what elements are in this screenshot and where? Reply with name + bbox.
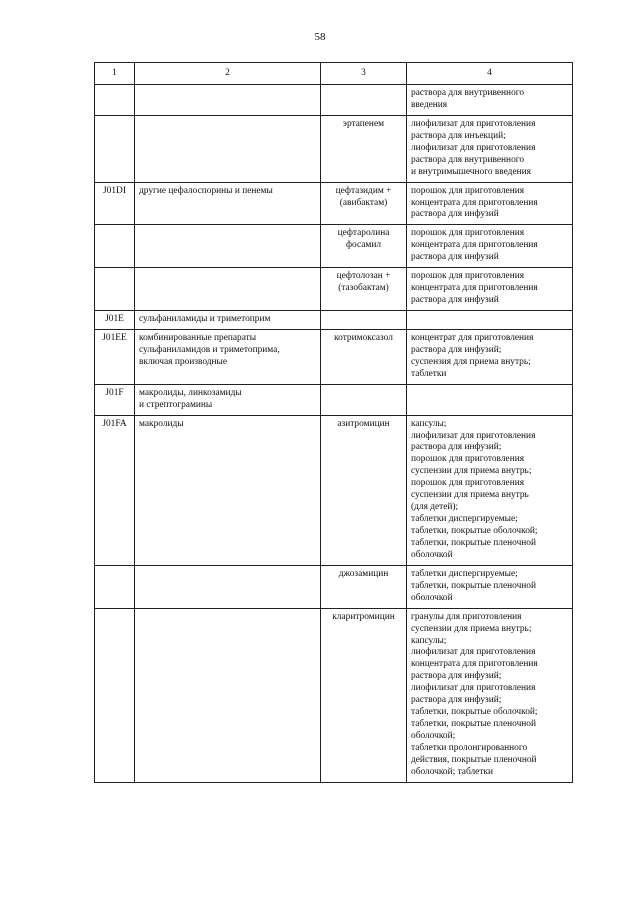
dosage-forms-line: лиофилизат для приготовления	[411, 683, 536, 694]
group-name-cell	[135, 608, 321, 782]
header-col-2: 2	[135, 63, 321, 85]
atc-code-cell: J01F	[95, 384, 135, 415]
group-name-cell	[135, 85, 321, 116]
dosage-forms-cell	[407, 384, 573, 415]
group-name-line: и стрептограмины	[139, 399, 213, 410]
drug-name-line: кларитромицин	[332, 611, 395, 622]
dosage-forms-line: раствора для инфузий	[411, 252, 499, 263]
drug-name-cell	[321, 384, 407, 415]
dosage-forms-line: оболочкой;	[411, 731, 456, 741]
drug-name-line: эртапенем	[342, 118, 385, 129]
dosage-forms-cell	[407, 182, 573, 225]
dosage-forms-line: концентрата для приготовления	[411, 240, 538, 251]
drug-name-line: цефтаролина	[337, 228, 390, 239]
group-name-cell	[135, 415, 321, 565]
drug-name-cell	[321, 608, 407, 782]
dosage-forms-line: порошок для приготовления	[411, 185, 525, 196]
dosage-forms-line: суспензия для приема внутрь;	[411, 356, 531, 367]
dosage-forms-line: таблетки, покрытые пленочной	[411, 537, 537, 548]
header-row	[95, 63, 573, 85]
dosage-forms-line: концентрата для приготовления	[411, 659, 538, 670]
dosage-forms-line: раствора для инфузий;	[411, 442, 502, 453]
dosage-forms-line: раствора для инъекций;	[411, 130, 506, 141]
dosage-forms-line: порошок для приготовления	[411, 454, 525, 465]
header-col-3: 3	[321, 63, 407, 85]
dosage-forms-line: таблетки	[411, 368, 447, 379]
group-name-line: другие цефалоспорины и пенемы	[139, 185, 273, 196]
atc-code-cell	[95, 115, 135, 182]
drug-name-line: фосамил	[345, 240, 382, 251]
table-row	[95, 115, 573, 182]
drug-name-line: цефтолозан +	[336, 271, 391, 282]
dosage-forms-cell	[407, 311, 573, 330]
drug-name-cell	[321, 311, 407, 330]
atc-code-cell: J01E	[95, 311, 135, 330]
drug-name-cell	[321, 329, 407, 384]
atc-code-cell	[95, 608, 135, 782]
group-name-line: макролиды	[139, 418, 184, 429]
table-row	[95, 311, 573, 330]
header-col-4: 4	[407, 63, 573, 85]
atc-code-cell	[95, 565, 135, 608]
drug-table	[94, 62, 573, 783]
table-row	[95, 565, 573, 608]
table-row	[95, 329, 573, 384]
dosage-forms-line: лиофилизат для приготовления	[411, 430, 536, 441]
drug-name-line: азитромицин	[337, 418, 390, 429]
dosage-forms-line: раствора для внутривенного	[411, 154, 525, 165]
drug-name-cell	[321, 182, 407, 225]
group-name-cell	[135, 384, 321, 415]
dosage-forms-line: порошок для приготовления	[411, 478, 525, 489]
table-row	[95, 415, 573, 565]
dosage-forms-line: порошок для приготовления	[411, 271, 525, 282]
table-row	[95, 225, 573, 268]
drug-name-cell	[321, 225, 407, 268]
table-row	[95, 85, 573, 116]
drug-name-line: (авибактам)	[339, 197, 388, 208]
dosage-forms-cell	[407, 329, 573, 384]
table-row	[95, 182, 573, 225]
dosage-forms-line: суспензии для приема внутрь	[411, 490, 529, 501]
dosage-forms-cell	[407, 85, 573, 116]
atc-code-cell	[95, 268, 135, 311]
dosage-forms-line: таблетки диспергируемые;	[411, 568, 518, 579]
dosage-forms-line: лиофилизат для приготовления	[411, 142, 536, 153]
dosage-forms-line: лиофилизат для приготовления	[411, 647, 536, 658]
dosage-forms-line: лиофилизат для приготовления	[411, 118, 536, 129]
dosage-forms-line: капсулы;	[411, 635, 447, 646]
group-name-line: сульфаниламиды и триметоприм	[139, 314, 271, 324]
dosage-forms-line: раствора для инфузий;	[411, 344, 502, 355]
group-name-cell	[135, 115, 321, 182]
dosage-forms-line: суспензии для приема внутрь;	[411, 466, 532, 477]
dosage-forms-line: введения	[411, 99, 448, 110]
dosage-forms-cell	[407, 268, 573, 311]
group-name-line: сульфаниламидов и триметоприма,	[139, 344, 280, 355]
table-row	[95, 608, 573, 782]
group-name-cell	[135, 182, 321, 225]
dosage-forms-line: таблетки, покрытые оболочкой;	[411, 526, 538, 536]
dosage-forms-line: таблетки, покрытые пленочной	[411, 719, 537, 730]
dosage-forms-line: раствора для внутривенного	[411, 88, 525, 98]
atc-code-cell: J01DI	[95, 182, 135, 225]
table-row	[95, 268, 573, 311]
dosage-forms-line: гранулы для приготовления	[411, 611, 522, 622]
dosage-forms-line: таблетки пролонгированного	[411, 742, 528, 753]
dosage-forms-cell	[407, 415, 573, 565]
atc-code-cell: J01FA	[95, 415, 135, 565]
drug-name-line: котримоксазол	[334, 332, 393, 343]
dosage-forms-line: концентрата для приготовления	[411, 197, 538, 208]
dosage-forms-line: раствора для инфузий;	[411, 695, 502, 706]
atc-code-cell	[95, 85, 135, 116]
group-name-cell	[135, 225, 321, 268]
dosage-forms-line: действия, покрытые пленочной	[411, 754, 537, 765]
drug-name-line: джозамицин	[338, 568, 389, 579]
dosage-forms-line: таблетки, покрытые оболочкой;	[411, 707, 538, 718]
group-name-line: комбинированные препараты	[139, 332, 257, 343]
dosage-forms-line: оболочкой	[411, 592, 453, 603]
dosage-forms-line: концентрат для приготовления	[411, 332, 534, 343]
dosage-forms-line: таблетки диспергируемые;	[411, 514, 518, 525]
dosage-forms-line: капсулы;	[411, 418, 447, 429]
dosage-forms-line: (для детей);	[411, 502, 459, 513]
dosage-forms-cell	[407, 225, 573, 268]
group-name-line: включая производные	[139, 356, 227, 367]
group-name-cell	[135, 565, 321, 608]
dosage-forms-line: порошок для приготовления	[411, 228, 525, 239]
dosage-forms-line: раствора для инфузий;	[411, 671, 502, 682]
dosage-forms-line: оболочкой	[411, 549, 453, 560]
dosage-forms-line: концентрата для приготовления	[411, 283, 538, 294]
dosage-forms-line: и внутримышечного введения	[411, 166, 531, 177]
group-name-cell	[135, 268, 321, 311]
drug-name-line: (тазобактам)	[338, 283, 389, 294]
dosage-forms-line: раствора для инфузий	[411, 209, 499, 220]
dosage-forms-line: суспензии для приема внутрь;	[411, 623, 532, 634]
dosage-forms-cell	[407, 608, 573, 782]
atc-code-cell: J01EE	[95, 329, 135, 384]
drug-name-cell	[321, 85, 407, 116]
group-name-cell	[135, 329, 321, 384]
page-number: 58	[314, 31, 326, 43]
table-row	[95, 384, 573, 415]
dosage-forms-line: таблетки, покрытые пленочной	[411, 580, 537, 591]
dosage-forms-cell	[407, 115, 573, 182]
atc-code-cell	[95, 225, 135, 268]
drug-name-cell	[321, 268, 407, 311]
drug-name-cell	[321, 415, 407, 565]
header-col-1: 1	[95, 63, 135, 85]
dosage-forms-cell	[407, 565, 573, 608]
drug-name-cell	[321, 565, 407, 608]
table-body	[95, 85, 573, 783]
dosage-forms-line: раствора для инфузий	[411, 295, 499, 306]
drug-name-line: цефтазидим +	[335, 185, 392, 196]
dosage-forms-line: оболочкой; таблетки	[411, 766, 494, 777]
group-name-cell	[135, 311, 321, 330]
group-name-line: макролиды, линкозамиды	[139, 387, 242, 398]
drug-name-cell	[321, 115, 407, 182]
